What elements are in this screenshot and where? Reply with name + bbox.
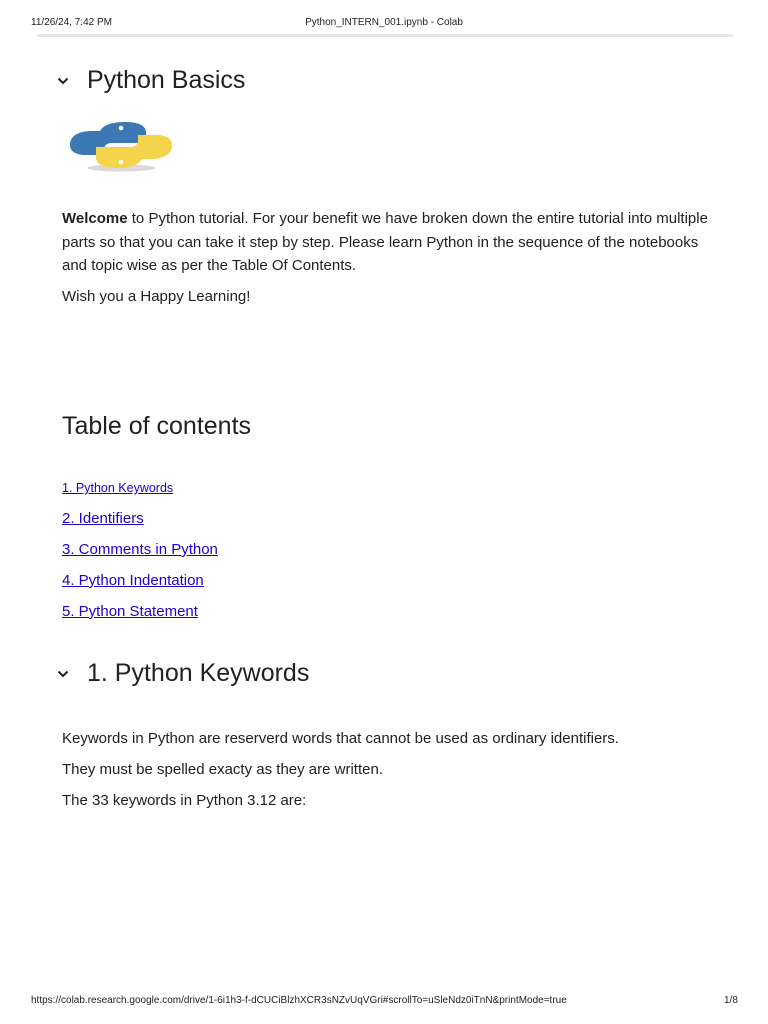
welcome-bold: Welcome xyxy=(62,210,128,227)
wish-text: Wish you a Happy Learning! xyxy=(62,288,251,305)
welcome-paragraph xyxy=(62,207,712,278)
top-divider xyxy=(37,34,733,37)
keywords-line-3: The 33 keywords in Python 3.12 are: xyxy=(62,792,307,809)
toc-link-python-keywords[interactable]: 1. Python Keywords xyxy=(62,481,174,495)
section-title: 1. Python Keywords xyxy=(87,659,310,687)
page-number: 1/8 xyxy=(724,995,738,1006)
toc-link-indentation[interactable]: 4. Python Indentation xyxy=(62,572,204,589)
python-logo-icon xyxy=(66,118,176,174)
toc-link-identifiers[interactable]: 2. Identifiers xyxy=(62,510,144,527)
print-datetime: 11/26/24, 7:42 PM xyxy=(31,17,112,28)
print-title: Python_INTERN_001.ipynb - Colab xyxy=(305,17,463,28)
toc-link-statement[interactable]: 5. Python Statement xyxy=(62,603,198,620)
keywords-line-1: Keywords in Python are reserverd words that cannot be used as ordinary identifiers. xyxy=(62,730,619,747)
chevron-down-icon[interactable] xyxy=(55,666,71,682)
chevron-down-icon[interactable] xyxy=(55,73,71,89)
welcome-text: to Python tutorial. For your benefit we have broken down the entire tutorial into multiple parts so that you can take it step by step. Please learn Python in the sequence of the notebooks and topic wise as per the Table Of Contents. xyxy=(62,210,708,274)
toc-link-comments[interactable]: 3. Comments in Python xyxy=(62,541,218,558)
toc-title: Table of contents xyxy=(62,412,252,440)
keywords-line-2: They must be spelled exacty as they are written. xyxy=(62,761,383,778)
section-header-python-basics[interactable] xyxy=(55,66,245,95)
section-header-python-keywords[interactable] xyxy=(55,659,309,688)
print-url: https://colab.research.google.com/drive/1-6i1h3-f-dCUCiBlzhXCR3sNZvUqVGri#scrollTo=uSleNdz0iTnN&printMode=true xyxy=(31,995,567,1006)
section-title: Python Basics xyxy=(87,66,246,94)
